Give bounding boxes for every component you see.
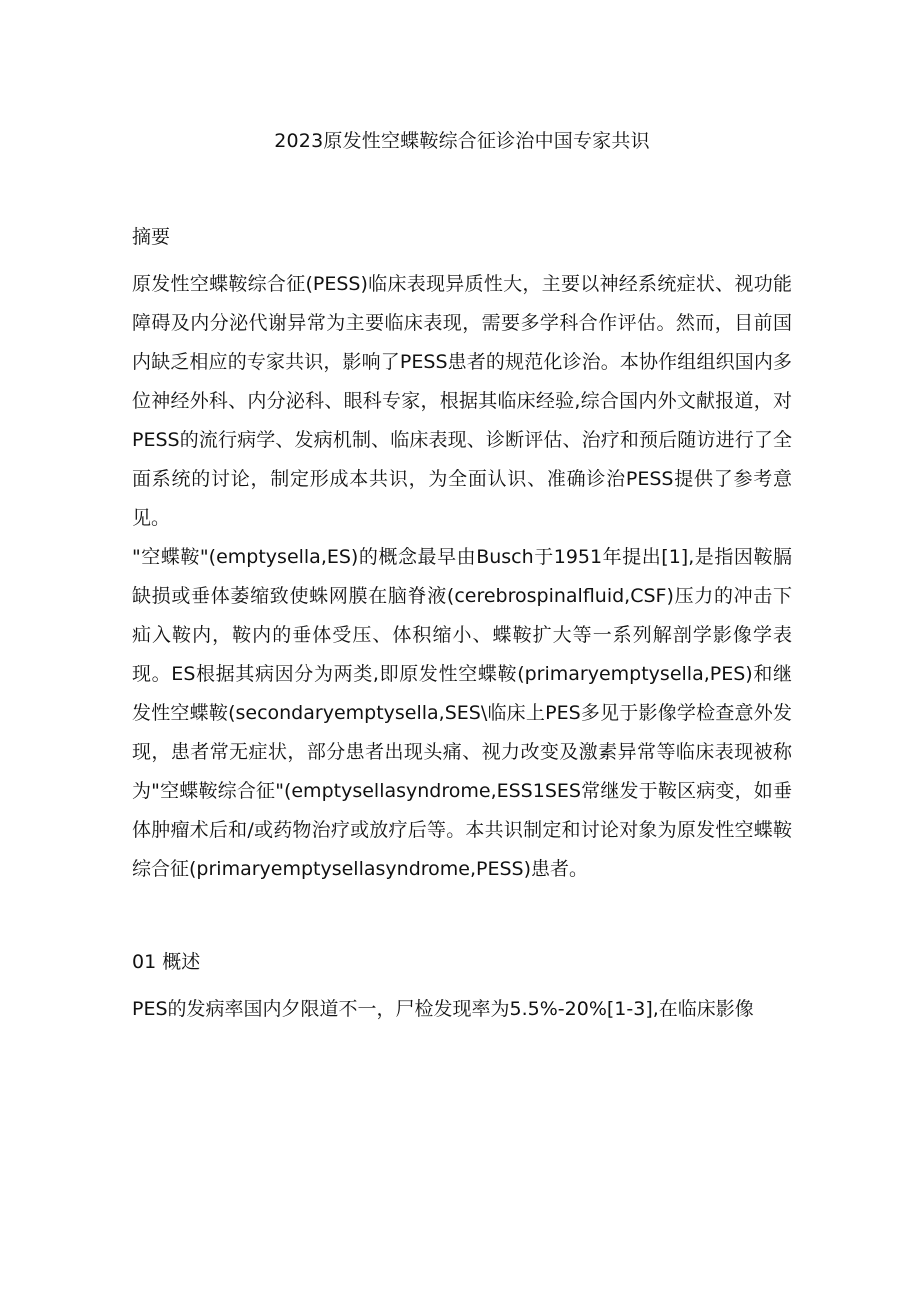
intro-paragraph: "空蝶鞍"(emptysella,ES)的概念最早由Busch于1951年提出[1],是指因鞍膈缺损或垂体萎缩致使蛛网膜在脑脊液(cerebrospinalfluid,CSF)压力的冲击下疝入鞍内，鞍内的垂体受压、体积缩小、蝶鞍扩大等一系列解剖学影像学表现。ES根据其病因分为两类,即原发性空蝶鞍(primaryemptysella,PES)和继发性空蝶鞍(secondaryemptysella,SES\临床上PES多见于影像学检查意外发现，患者常无症状，部分患者出现头痛、视力改变及激素异常等临床表现被称为"空蝶鞍综合征"(emptysellasyndrome,ESS1SES常继发于鞍区病变，如垂体肿瘤术后和/或药物治疗或放疗后等。本共识制定和讨论对象为原发性空蝶鞍综合征(primaryemptysellasyndrome,PESS)患者。 [132, 546, 792, 880]
overview-paragraph: PES的发病率国内夕限道不一，尸检发现率为5.5%-20%[1-3],在临床影像 [132, 998, 754, 1020]
abstract-paragraph: 原发性空蝶鞍综合征(PESS)临床表现异质性大，主要以神经系统症状、视功能障碍及内分泌代谢异常为主要临床表现，需要多学科合作评估。然而，目前国内缺乏相应的专家共识，影响了PESS患者的规范化诊治。本协作组组织国内多位神经外科、内分泌科、眼科专家，根据其临床经验,综合国内外文献报道，对PESS的流行病学、发病机制、临床表现、诊断评估、治疗和预后随访进行了全面系统的讨论，制定形成本共识，为全面认识、准确诊治PESS提供了参考意见。 [132, 273, 792, 529]
abstract-heading: 摘要 [132, 226, 171, 248]
overview-heading: 01 概述 [132, 951, 201, 973]
document-title: 2023原发性空蝶鞍综合征诊治中国专家共识 [274, 130, 650, 152]
